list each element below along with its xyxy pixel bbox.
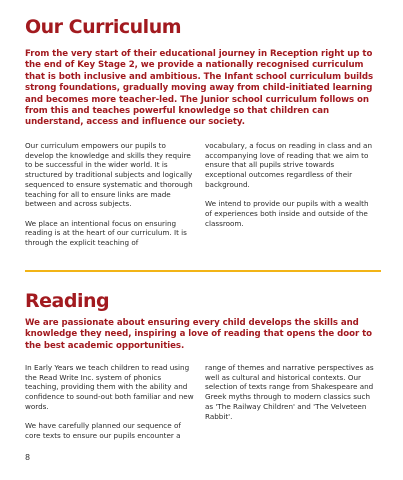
- curriculum-left-paragraph-1: Our curriculum empowers our pupils to develop the knowledge and skills they require to be successful in the wider world. It is structured by traditional subjects and logically sequenced to ensure systematic and thorough teaching for all to ensure links are made between and across subjects.: [25, 141, 193, 209]
- reading-title: Reading: [25, 290, 110, 312]
- reading-left-paragraph-1: In Early Years we teach children to read using the Read Write Inc. system of phonics teaching, providing them with the ability and confidence to sound-out both familiar and new words.: [25, 363, 194, 411]
- curriculum-title: Our Curriculum: [25, 16, 182, 38]
- curriculum-left-paragraph-2: We place an intentional focus on ensuring reading is at the heart of our curriculum. It is through the explicit teaching of: [25, 218, 187, 248]
- curriculum-right-paragraph-1: vocabulary, a focus on reading in class and an accompanying love of reading that we aim to ensure that all pupils strive towards exceptional outcomes regardless of their background.: [205, 141, 373, 189]
- reading-right-paragraph-1: range of themes and narrative perspectives as well as cultural and historical contexts. Our selection of texts range from Shakespeare and Greek myths through to modern classics such as 'The Railway Children' and 'The Velveteen Rabbit'.: [205, 363, 374, 421]
- curriculum-right-paragraph-2: We intend to provide our pupils with a wealth of experiences both inside and outside of the classroom.: [205, 199, 369, 228]
- curriculum-lead-paragraph: From the very start of their educational journey in Reception right up to the end of Key Stage 2, we provide a nationally recognised curriculum that is both inclusive and ambitious. The Infant school curriculum builds strong foundations, gradually moving away from child-initiated learning and becomes more teacher-led. The Junior school curriculum follows on from this and teaches powerful knowledge so that children can understand, access and influence our society.: [25, 49, 374, 128]
- reading-lead-paragraph: We are passionate about ensuring every child develops the skills and knowledge they need, inspiring a love of reading that opens the door to the best academic opportunities.: [25, 318, 372, 351]
- curriculum-column-left: [25, 141, 195, 248]
- section-divider: [25, 270, 381, 272]
- reading-left-paragraph-2: We have carefully planned our sequence of core texts to ensure our pupils encounter a: [25, 421, 181, 440]
- page-number: 8: [25, 453, 31, 462]
- reading-column-left: [25, 363, 195, 441]
- reading-column-right: [205, 363, 380, 421]
- curriculum-column-right: [205, 141, 377, 228]
